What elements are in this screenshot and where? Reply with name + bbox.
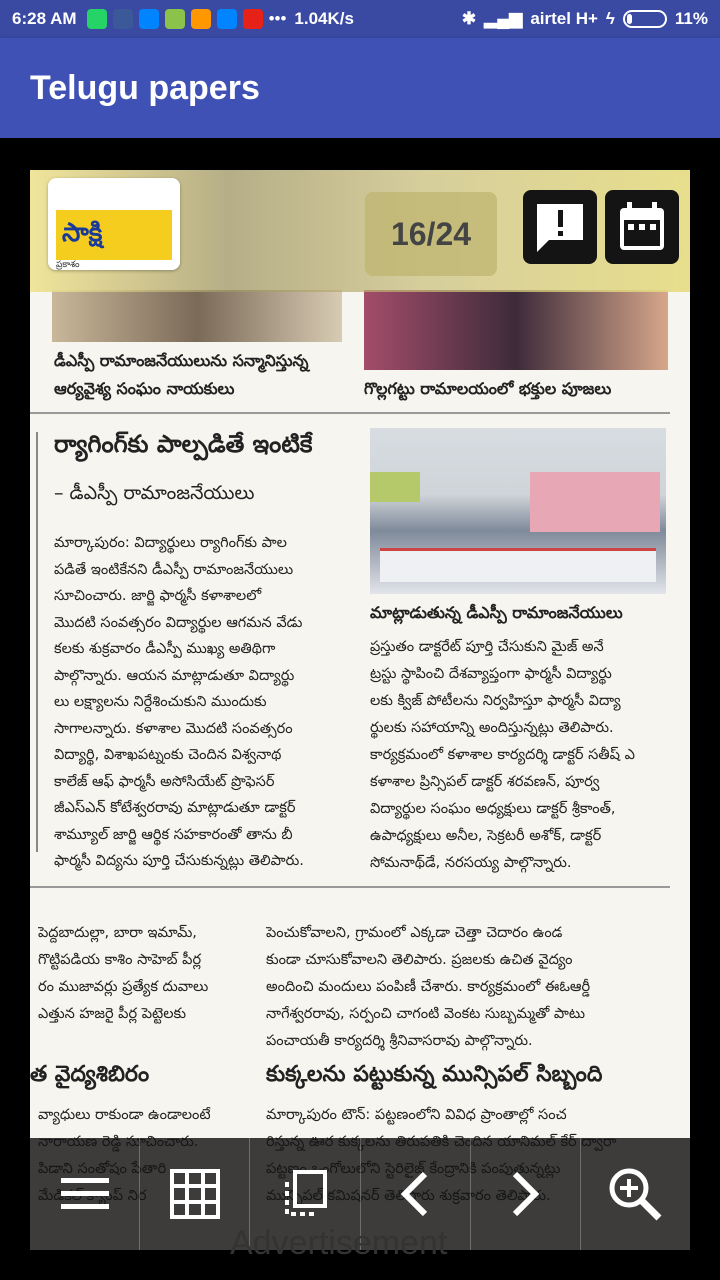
youtube-icon bbox=[243, 9, 263, 29]
zoom-in-icon bbox=[607, 1166, 663, 1222]
next-page-button[interactable] bbox=[471, 1138, 581, 1250]
photo-caption: మాట్లాడుతున్న డీఎస్పీ రామాంజనేయులు bbox=[370, 603, 623, 622]
lower-right-text-2: మార్కాపురం టౌన్: పట్టణంలోని వివిధ ప్రాంతాల్లో సంచ bbox=[266, 1107, 567, 1123]
grid-icon bbox=[169, 1168, 221, 1220]
app-title: Telugu papers bbox=[30, 68, 260, 107]
lower-left-text-2: వ్యాధులు రాకుండా ఉండాలంటే bbox=[38, 1107, 211, 1123]
messenger-icon bbox=[139, 9, 159, 29]
zoom-in-button[interactable] bbox=[581, 1138, 690, 1250]
app-bar bbox=[0, 38, 720, 138]
divider bbox=[30, 886, 670, 888]
photo-felicitation bbox=[52, 290, 342, 342]
logo-subtitle: ప్రకాశం bbox=[56, 260, 80, 270]
app-icon bbox=[165, 9, 185, 29]
advertisement-label: Advertisement bbox=[230, 1224, 448, 1262]
photo-temple-puja bbox=[364, 290, 668, 370]
bluetooth-icon: ✱ bbox=[461, 9, 477, 28]
article-body-left: మార్కాపురం: విద్యార్థులు ర్యాగింగ్‌కు పాల పడితే ఇంటికేనని డీఎస్పీ రామాంజనేయులు సూచించారు. జార్జి ఫార్మసీ కళాశాలలో మొదటి సంవత్సరం విద్యార్థుల ఆగమన వేడు కలకు శుక్రవారం డీఎస్పీ ముఖ్య అతిథిగా పాల్గొన్నారు. ఆయన మాట్లాడుతూ విద్యార్థు లు లక్ష్యాలను నిర్దేశించుకుని ముందుకు సాగాలన్నారు. కళాశాల మొదటి సంవత్సరం విద్యార్థి, విశాఖపట్నంకు చెందిన విశ్వనాథ కాలేజ్ ఆఫ్ ఫార్మసీ అసోసియేట్ ప్రొఫెసర్ జీఎస్ఎన్ కోటేశ్వరరావు మాట్లాడుతూ డాక్టర్ శామ్యూల్ జార్జి ఆర్థిక సహకారంతో తాను బీ ఫార్మసీ విద్యను పూర్తి చేసుకున్నట్లు తెలిపారు. bbox=[54, 535, 304, 869]
menu-button[interactable] bbox=[30, 1138, 140, 1250]
page-indicator: 16/24 bbox=[365, 192, 497, 276]
calendar-icon bbox=[605, 190, 679, 264]
article-body-right: ప్రస్తుతం డాక్టరేట్ పూర్తి చేసుకుని మైజ్ అనే ట్రస్టు స్థాపించి దేశవ్యాప్తంగా ఫార్మసీ విద్యార్థు లకు క్విజ్ పోటీలను నిర్వహిస్తూ ఫార్మసీ విద్యా ర్థులకు సహాయాన్ని అందిస్తున్నట్లు తెలిపారు. కార్యక్రమంలో కళాశాల కార్యదర్శి డాక్టర్ సతీష్ ఎ కళాశాల ప్రిన్సిపల్ డాక్టర్ శరవణన్, పూర్వ విద్యార్థుల సంఘం అధ్యక్షులు డాక్టర్ శ్రీకాంత్, ఉపాధ్యక్షులు అనీల, సెక్రటరీ అశోక్, డాక్టర్ సోమనాథ్‌డే, నరసయ్య పాల్గొన్నారు. bbox=[370, 639, 635, 871]
battery-percent: 11% bbox=[674, 9, 708, 28]
divider bbox=[30, 412, 670, 414]
sakshi-logo bbox=[48, 178, 180, 270]
menu-icon bbox=[59, 1174, 111, 1214]
lower-heading-right: కుక్కలను పట్టుకున్న మున్సిపల్ సిబ్బంది bbox=[266, 1062, 603, 1087]
facebook-icon bbox=[113, 9, 133, 29]
battery-icon bbox=[623, 10, 667, 28]
column-rule bbox=[36, 432, 38, 852]
chat-icon bbox=[191, 9, 211, 29]
status-bar bbox=[0, 0, 720, 38]
caption-left-line1: డీఎస్పీ రామాంజనేయులును సన్మానిస్తున్న bbox=[54, 351, 309, 370]
carrier-name: airtel H+ bbox=[530, 9, 598, 28]
status-time: 6:28 AM bbox=[12, 9, 77, 28]
pages-icon bbox=[279, 1168, 331, 1220]
lower-left-text: పెద్దబాదుల్లా, బారా ఇమామ్, గొట్టిపడియ కాశిం సాహెబ్ పీర్ల రం ముజావర్లు ప్రత్యేక దువాలు ఎత్తున హజరై పీర్ల పెట్టెలకు bbox=[38, 925, 209, 1022]
whatsapp-icon bbox=[87, 9, 107, 29]
more-notifications-icon: ••• bbox=[268, 9, 287, 28]
chevron-right-icon bbox=[505, 1168, 545, 1220]
lower-right-text: పెంచుకోవాలని, గ్రామంలో ఎక్కడా చెత్తా చెదారం ఉండ కుండా చూసుకోవాలని తెలిపారు. ప్రజలకు ఉచిత వైద్యం అందించి మందులు పంపిణీ చేశారు. కార్యక్రమంలో ఈఓఆర్డీ నాగేశ్వరరావు, సర్పంచి చాగంటి వెంకట సుబ్బమ్మతో పాటు పంచాయతీ కార్యదర్శి శ్రీనివాసరావు పాల్గొన్నారు. bbox=[266, 925, 591, 1049]
report-icon bbox=[523, 190, 597, 264]
net-speed: 1.04K/s bbox=[294, 9, 354, 28]
photo-dsp-speaking bbox=[370, 428, 666, 594]
report-button[interactable] bbox=[523, 190, 597, 264]
caption-right: గొల్లగట్టు రామాలయంలో భక్తుల పూజలు bbox=[364, 379, 612, 398]
logo-text: సాక్షి bbox=[62, 218, 103, 248]
charging-icon: ϟ bbox=[605, 9, 615, 28]
messenger-icon bbox=[217, 9, 237, 29]
article-subhead: – డీఎస్పీ రామాంజనేయులు bbox=[54, 482, 255, 504]
viewer-top-overlay bbox=[30, 170, 690, 292]
newspaper-page[interactable] bbox=[30, 170, 690, 1250]
caption-left-line2: ఆర్యవైశ్య సంఘం నాయకులు bbox=[54, 379, 235, 398]
calendar-button[interactable] bbox=[605, 190, 679, 264]
chevron-left-icon bbox=[395, 1168, 435, 1220]
signal-icon: ▂▄▆ bbox=[484, 9, 523, 28]
article-headline: ర్యాగింగ్‌కు పాల్పడితే ఇంటికే bbox=[54, 430, 313, 458]
lower-heading-left: త వైద్యశిబిరం bbox=[30, 1062, 150, 1087]
